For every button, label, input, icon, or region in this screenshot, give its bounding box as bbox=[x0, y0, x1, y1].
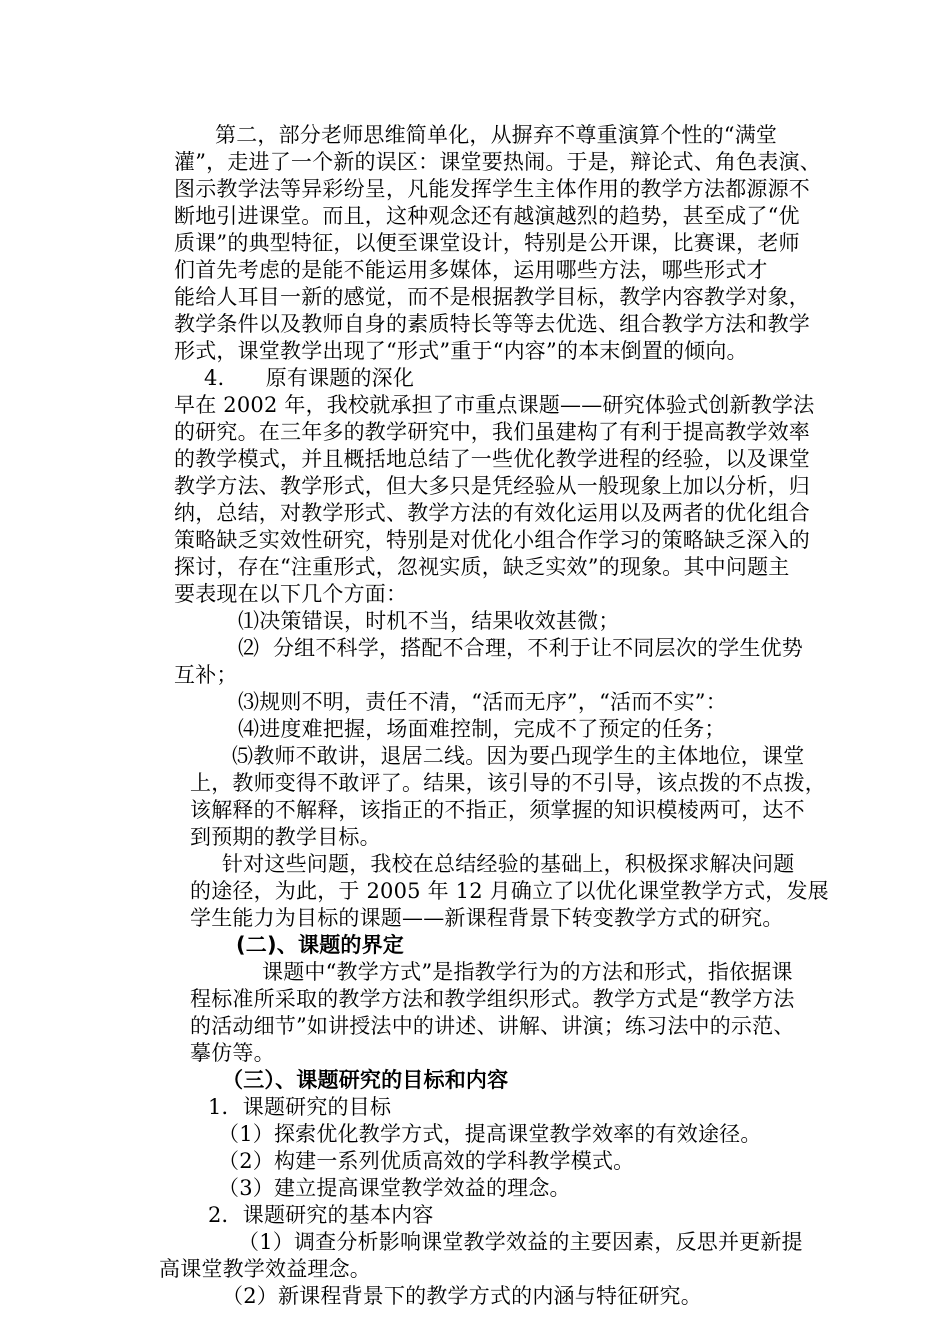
list-item: ⑸教师不敢讲，退居二线。因为要凸现学生的主体地位，课堂 bbox=[232, 744, 805, 768]
paragraph-line: 学生能力为目标的课题——新课程背景下转变教学方式的研究。 bbox=[190, 906, 784, 930]
list-item: （1）探索优化教学方式，提高课堂教学效率的有效途径。 bbox=[218, 1122, 762, 1146]
section-heading: （三）、课题研究的目标和内容 bbox=[222, 1068, 509, 1092]
paragraph-line: 早在 2002 年，我校就承担了市重点课题——研究体验式创新教学法 bbox=[174, 393, 815, 417]
paragraph-line: 针对这些问题，我校在总结经验的基础上，积极探求解决问题 bbox=[222, 852, 795, 876]
list-item-continuation: 互补； bbox=[174, 663, 238, 687]
section-heading: (二)、课题的界定 bbox=[236, 933, 404, 957]
paragraph-line: 的活动细节”如讲授法中的讲述、讲解、讲演；练习法中的示范、 bbox=[190, 1014, 795, 1038]
paragraph-line: 图示教学法等异彩纷呈，凡能发挥学生主体作用的教学方法都源源不 bbox=[174, 177, 810, 201]
paragraph-line: 们首先考虑的是能不能运用多媒体，运用哪些方法，哪些形式才 bbox=[174, 258, 768, 282]
paragraph-line: 课题中“教学方式”是指教学行为的方法和形式，指依据课 bbox=[262, 960, 793, 984]
paragraph-line: 灌”，走进了一个新的误区：课堂要热闹。于是，辩论式、角色表演、 bbox=[174, 150, 821, 174]
list-item: （3）建立提高课堂教学效益的理念。 bbox=[218, 1176, 571, 1200]
paragraph-line: 程标准所采取的教学方法和教学组织形式。教学方式是“教学方法 bbox=[190, 987, 795, 1011]
list-item: ⑴决策错误，时机不当，结果收效甚微； bbox=[238, 609, 620, 633]
paragraph-line: 的研究。在三年多的教学研究中，我们虽建构了有利于提高教学效率 bbox=[174, 420, 810, 444]
paragraph-line: 摹仿等。 bbox=[190, 1041, 275, 1065]
paragraph-line: 断地引进课堂。而且，这种观念还有越演越烈的趋势，甚至成了“优 bbox=[174, 204, 800, 228]
paragraph-line: 的途径，为此，于 2005 年 12 月确立了以优化课堂教学方式，发展 bbox=[190, 879, 829, 903]
subsection-heading: 1．课题研究的目标 bbox=[208, 1095, 392, 1119]
paragraph-line: 质课”的典型特征，以便至课堂设计，特别是公开课，比赛课，老师 bbox=[174, 231, 800, 255]
paragraph-line: 要表现在以下几个方面： bbox=[174, 582, 408, 606]
list-item-continuation: 上，教师变得不敢评了。结果，该引导的不引导，该点拨的不点拨， bbox=[190, 771, 826, 795]
paragraph-line: 纳，总结，对教学形式、教学方法的有效化运用以及两者的优化组合 bbox=[174, 501, 810, 525]
list-item-continuation: 该解释的不解释，该指正的不指正，须掌握的知识模棱两可，达不 bbox=[190, 798, 805, 822]
paragraph-line: 第二，部分老师思维简单化，从摒弃不尊重演算个性的“满堂 bbox=[215, 123, 778, 147]
section-heading: 4. 原有课题的深化 bbox=[204, 366, 415, 390]
list-item-continuation: 到预期的教学目标。 bbox=[190, 825, 381, 849]
list-item: （1）调查分析影响课堂教学效益的主要因素，反思并更新提 bbox=[238, 1230, 803, 1254]
paragraph-line: 教学条件以及教师自身的素质特长等等去优选、组合教学方法和教学 bbox=[174, 312, 810, 336]
list-item: ⑵ 分组不科学，搭配不合理，不利于让不同层次的学生优势 bbox=[238, 636, 803, 660]
paragraph-line: 教学方法、教学形式，但大多只是凭经验从一般现象上加以分析，归 bbox=[174, 474, 810, 498]
paragraph-line: 的教学模式，并且概括地总结了一些优化教学进程的经验，以及课堂 bbox=[174, 447, 810, 471]
paragraph-line: 策略缺乏实效性研究，特别是对优化小组合作学习的策略缺乏深入的 bbox=[174, 528, 810, 552]
subsection-heading: 2．课题研究的基本内容 bbox=[208, 1203, 434, 1227]
list-item: （2）新课程背景下的教学方式的内涵与特征研究。 bbox=[222, 1284, 702, 1308]
list-item: ⑶规则不明，责任不清，“活而无序”，“活而不实”： bbox=[238, 690, 727, 714]
list-item: ⑷进度难把握，场面难控制，完成不了预定的任务； bbox=[238, 717, 726, 741]
paragraph-line: 能给人耳目一新的感觉，而不是根据教学目标，教学内容教学对象， bbox=[174, 285, 810, 309]
paragraph-line: 探讨，存在“注重形式，忽视实质，缺乏实效”的现象。其中问题主 bbox=[174, 555, 790, 579]
paragraph-line: 形式，课堂教学出现了“形式”重于“内容”的本末倒置的倾向。 bbox=[174, 339, 748, 363]
list-item: （2）构建一系列优质高效的学科教学模式。 bbox=[218, 1149, 635, 1173]
list-item-continuation: 高课堂教学效益理念。 bbox=[159, 1257, 371, 1281]
